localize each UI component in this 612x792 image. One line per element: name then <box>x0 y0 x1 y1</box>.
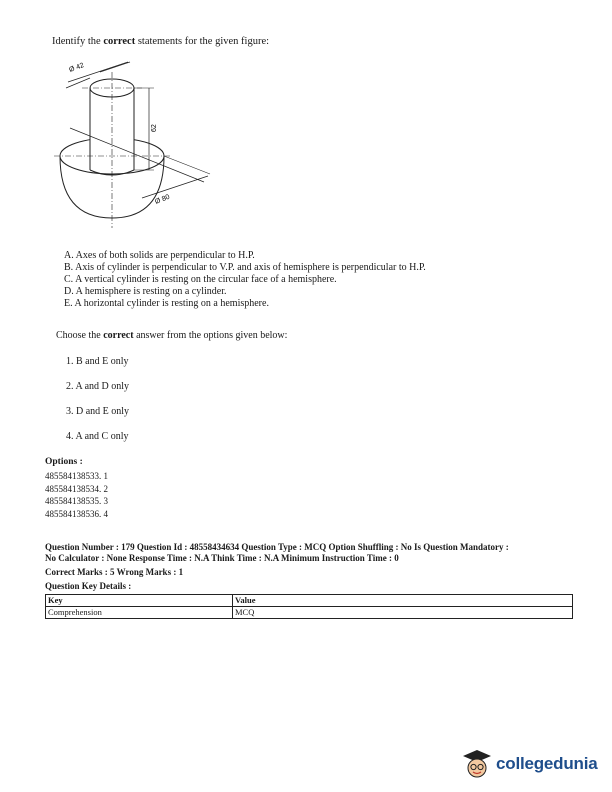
header-value: Value <box>233 595 573 607</box>
option-code-4: 485584138536. 4 <box>45 508 108 519</box>
cell-key: Comprehension <box>46 607 233 619</box>
dim-bottom-label: Ø 80 <box>154 193 171 206</box>
meta-line-2: No Calculator : None Response Time : N.A Think Time : N.A Minimum Instruction Time : 0 <box>45 553 399 563</box>
dim-side-label: 62 <box>151 124 158 132</box>
option-2[interactable]: 2. A and D only <box>66 381 130 392</box>
table-row <box>46 595 573 607</box>
option-codes <box>45 470 108 520</box>
option-code-3: 485584138535. 3 <box>45 496 108 506</box>
statement-c: C. A vertical cylinder is resting on the circular face of a hemisphere. <box>64 274 337 285</box>
option-code-1: 485584138533. 1 <box>45 471 108 481</box>
statement-b: B. Axis of cylinder is perpendicular to V.P. and axis of hemisphere is perpendicular to H.P. <box>64 262 426 273</box>
mascot-icon <box>462 748 492 780</box>
statement-e: E. A horizontal cylinder is resting on a hemisphere. <box>64 298 269 309</box>
option-code-2: 485584138534. 2 <box>45 483 108 494</box>
options-title: Options : <box>45 457 83 467</box>
statement-list <box>64 250 426 310</box>
option-3[interactable]: 3. D and E only <box>66 406 130 417</box>
dim-top-label: Ø 42 <box>68 62 85 74</box>
logo-text: collegedunia <box>496 754 598 773</box>
option-1[interactable]: 1. B and E only <box>66 356 129 367</box>
solid-figure <box>52 58 222 238</box>
option-4[interactable]: 4. A and C only <box>66 431 129 442</box>
statement-a: A. Axes of both solids are perpendicular to H.P. <box>64 250 255 261</box>
key-table <box>45 594 573 619</box>
choose-instruction: Choose the correct answer from the options given below: <box>56 330 288 341</box>
question-meta <box>45 542 509 564</box>
key-details-title: Question Key Details : <box>45 581 132 591</box>
statement-d: D. A hemisphere is resting on a cylinder. <box>64 286 227 297</box>
marks-line: Correct Marks : 5 Wrong Marks : 1 <box>45 567 184 577</box>
collegedunia-logo <box>462 746 598 782</box>
question-text: Identify the correct statements for the given figure: <box>52 36 270 47</box>
header-key: Key <box>46 595 233 607</box>
table-row <box>46 607 573 619</box>
meta-line-1: Question Number : 179 Question Id : 48558434634 Question Type : MCQ Option Shuffling : No Is Question Mandatory : <box>45 542 509 552</box>
cell-value: MCQ <box>233 607 573 619</box>
